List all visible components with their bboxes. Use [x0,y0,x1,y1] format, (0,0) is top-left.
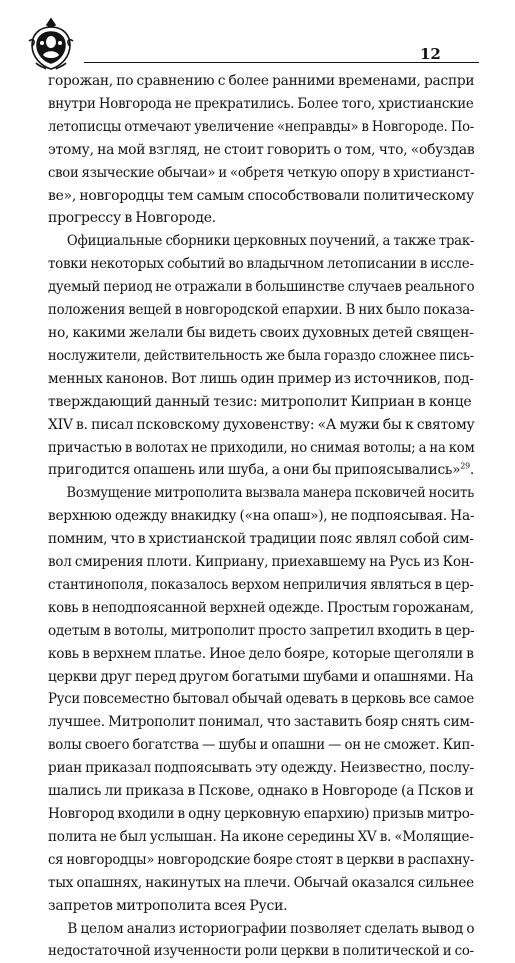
text-line: В целом анализ историографии позволяет сделать вывод о [67,920,475,937]
ornament-icon [26,17,76,71]
text-line: стантинополя, показалось верхом неприличия являться в цер- [48,576,474,593]
text-line: товки некоторых событий во владычном летописании в иссле- [48,256,474,273]
body-text [48,70,474,963]
text-line: Новгород входили в одну церковную епархию) призыв митро- [48,806,474,822]
text-line: одетым в вотолы, митрополит просто запретил входить в цер- [48,622,475,639]
text-line: ковь в верхнем платье. Иное дело бояре, которые щеголяли в [48,645,474,662]
text-line: тых опашнях, накинутых на плечи. Обычай оказался сильнее [48,874,474,891]
text-line: но, какими желали бы видеть своих духовных детей священ- [48,324,474,341]
text-line: полита не был услышан. На иконе середины XV в. «Молящие- [48,828,474,845]
text-line: менных канонов. Вот лишь один пример из источников, под- [48,370,474,387]
text-line: запретов митрополита всея Руси. [48,897,288,914]
text-line: Возмущение митрополита вызвала манера псковичей носить [66,485,474,502]
text-line: пригодится опашень или шуба, а они бы припоясывались» [48,462,461,479]
text-line: прогрессу в Новгороде. [48,210,216,227]
text-line: Официальные сборники церковных поучений, а также трак- [66,233,475,250]
paragraph-4 [48,918,474,963]
text-line: верхнюю одежду внакидку («на опаш»), не подпоясывая. На- [48,508,475,525]
text-line-with-footnote [48,459,475,482]
text-line: ве», новгородцы тем самым способствовали политическому [48,187,474,204]
paragraph-3 [48,482,474,917]
text-line: шались ли приказа в Пскове, однако в Новгороде (а Псков и [48,783,474,800]
line-end-punctuation: . [469,462,475,479]
page-number: 12 [420,45,441,63]
text-line: внутри Новгорода не прекратились. Более того, христианские [48,95,474,112]
text-line: горожан, по сравнению с более ранними временами, распри [48,73,475,89]
text-line: XIV в. писал псковскому духовенству: «А мужи бы к святому [48,416,475,433]
text-line: церкви друг перед другом богатыми шубами и опашнями. На [48,668,474,685]
text-line: помним, что в христианской традиции пояс являл собой сим- [48,531,474,548]
text-line: нослужители, действительность же была гораздо сложнее пись- [48,347,474,364]
text-line: тверждающий данный тезис: митрополит Киприан в конце [48,393,472,410]
text-line: недостаточной изученности роли церкви в политической и со- [48,943,474,960]
text-line: ковь в неподпоясанной верхней одежде. Простым горожанам, [48,599,474,616]
text-line: вол смирения плоти. Киприану, приехавшему на Русь из Кон- [48,554,474,571]
text-line: лучшее. Митрополит понимал, что заставить бояр снять сим- [48,714,475,731]
text-line: дуемый период не отражали в большинстве случаев реального [48,279,475,296]
text-line: волы своего богатства — шубы и опашни — он не сможет. Кип- [48,737,475,754]
text-line: летописцы отмечают увеличение «неправды» в Новгороде. По- [48,118,474,135]
text-line: этому, на мой взгляд, не стоит говорить о том, что, «обуздав [48,141,475,158]
footnote-marker[interactable]: 29 [460,461,470,471]
text-line: положения вещей в новгородской епархии. В них было показа- [48,302,475,319]
text-line: Руси повсеместно бытовал обычай одевать в церковь все самое [48,691,474,708]
text-line: свои языческие обычаи» и «обретя четкую опору в христианст- [48,164,475,181]
text-line: риан приказал подпоясывать эту одежду. Неизвестно, послу- [48,760,475,777]
text-line: ся новгородцы» новгородские бояре стоят в церкви в распахну- [48,851,475,868]
paragraph-2 [48,230,474,482]
paragraph-1 [48,70,474,230]
text-line: причастью в волотах не приходили, но снимая вотолы; а на ком [48,439,475,456]
